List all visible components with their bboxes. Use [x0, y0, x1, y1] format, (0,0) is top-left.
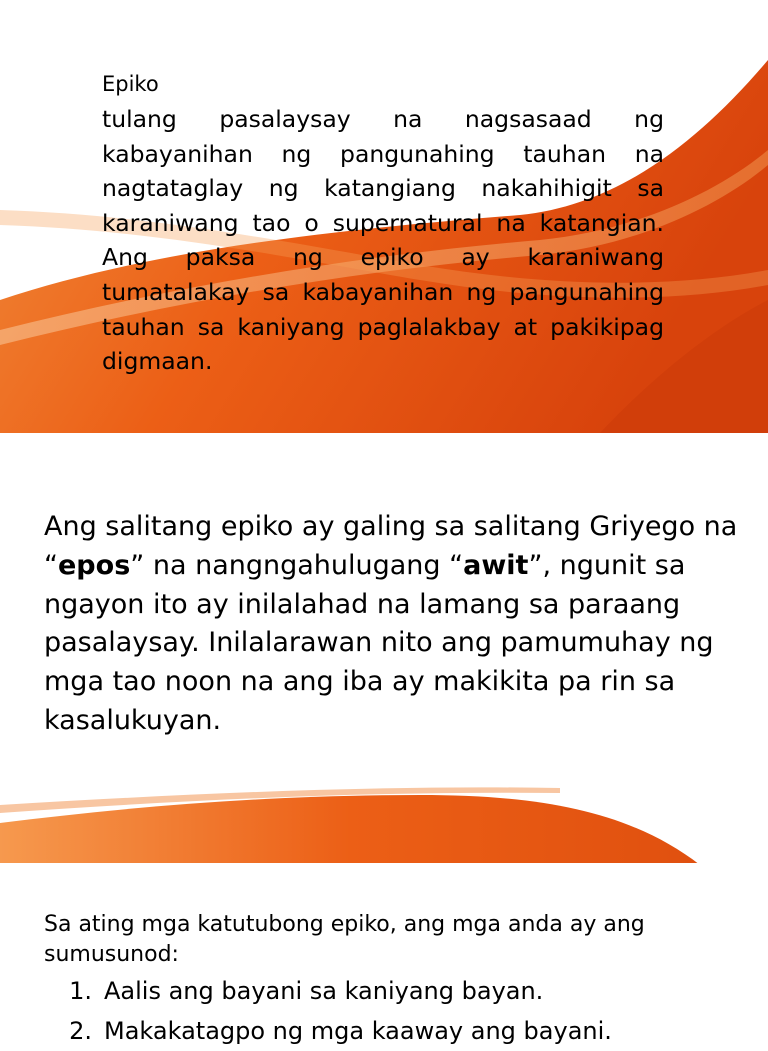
characteristics-intro: Sa ating mga katutubong epiko, ang mga anda ay ang sumusunod: — [44, 912, 645, 967]
characteristics-list — [44, 971, 744, 1051]
etymology-paragraph — [44, 508, 744, 741]
slide-etymology — [0, 433, 768, 863]
slide-epiko-definition — [0, 0, 768, 433]
list-item — [44, 971, 744, 1011]
list-item-number: 2. — [69, 1017, 92, 1045]
etymology-text-part: ” na nangngahulugang “ — [130, 549, 464, 581]
list-item-text: Makakatagpo ng mga kaaway ang bayani. — [104, 1017, 612, 1045]
list-item — [44, 1011, 744, 1051]
definition-paragraph: tulang pasalaysay na nagsasaad ng kabayanihan ng pangunahing tauhan na nagtataglay ng katangiang nakahihigit sa karaniwang tao o supernatural na katangian. Ang paksa ng epiko ay karaniwang tumatalakay sa kabayanihan ng pangunahing tauhan sa kaniyang paglalakbay at pakikipag digmaan. — [102, 105, 664, 376]
word-awit: awit — [463, 549, 529, 581]
slide-characteristics — [0, 863, 768, 1045]
word-epos: epos — [58, 549, 131, 581]
list-item-number: 1. — [69, 977, 92, 1005]
definition-block — [102, 66, 664, 379]
list-item-text: Aalis ang bayani sa kaniyang bayan. — [104, 977, 544, 1005]
etymology-text-part: ”, ngunit sa ngayon ito ay inilalahad na lamang sa paraang pasalaysay. Inilalarawan nito ang pamumuhay ng mga tao noon na ang iba ay makikita pa rin sa kasalukuyan. — [44, 549, 714, 736]
slide-title: Epiko — [102, 72, 159, 96]
etymology-text-part: Ang salitang epiko ay galing sa salitang Griyego na “ — [44, 511, 738, 581]
